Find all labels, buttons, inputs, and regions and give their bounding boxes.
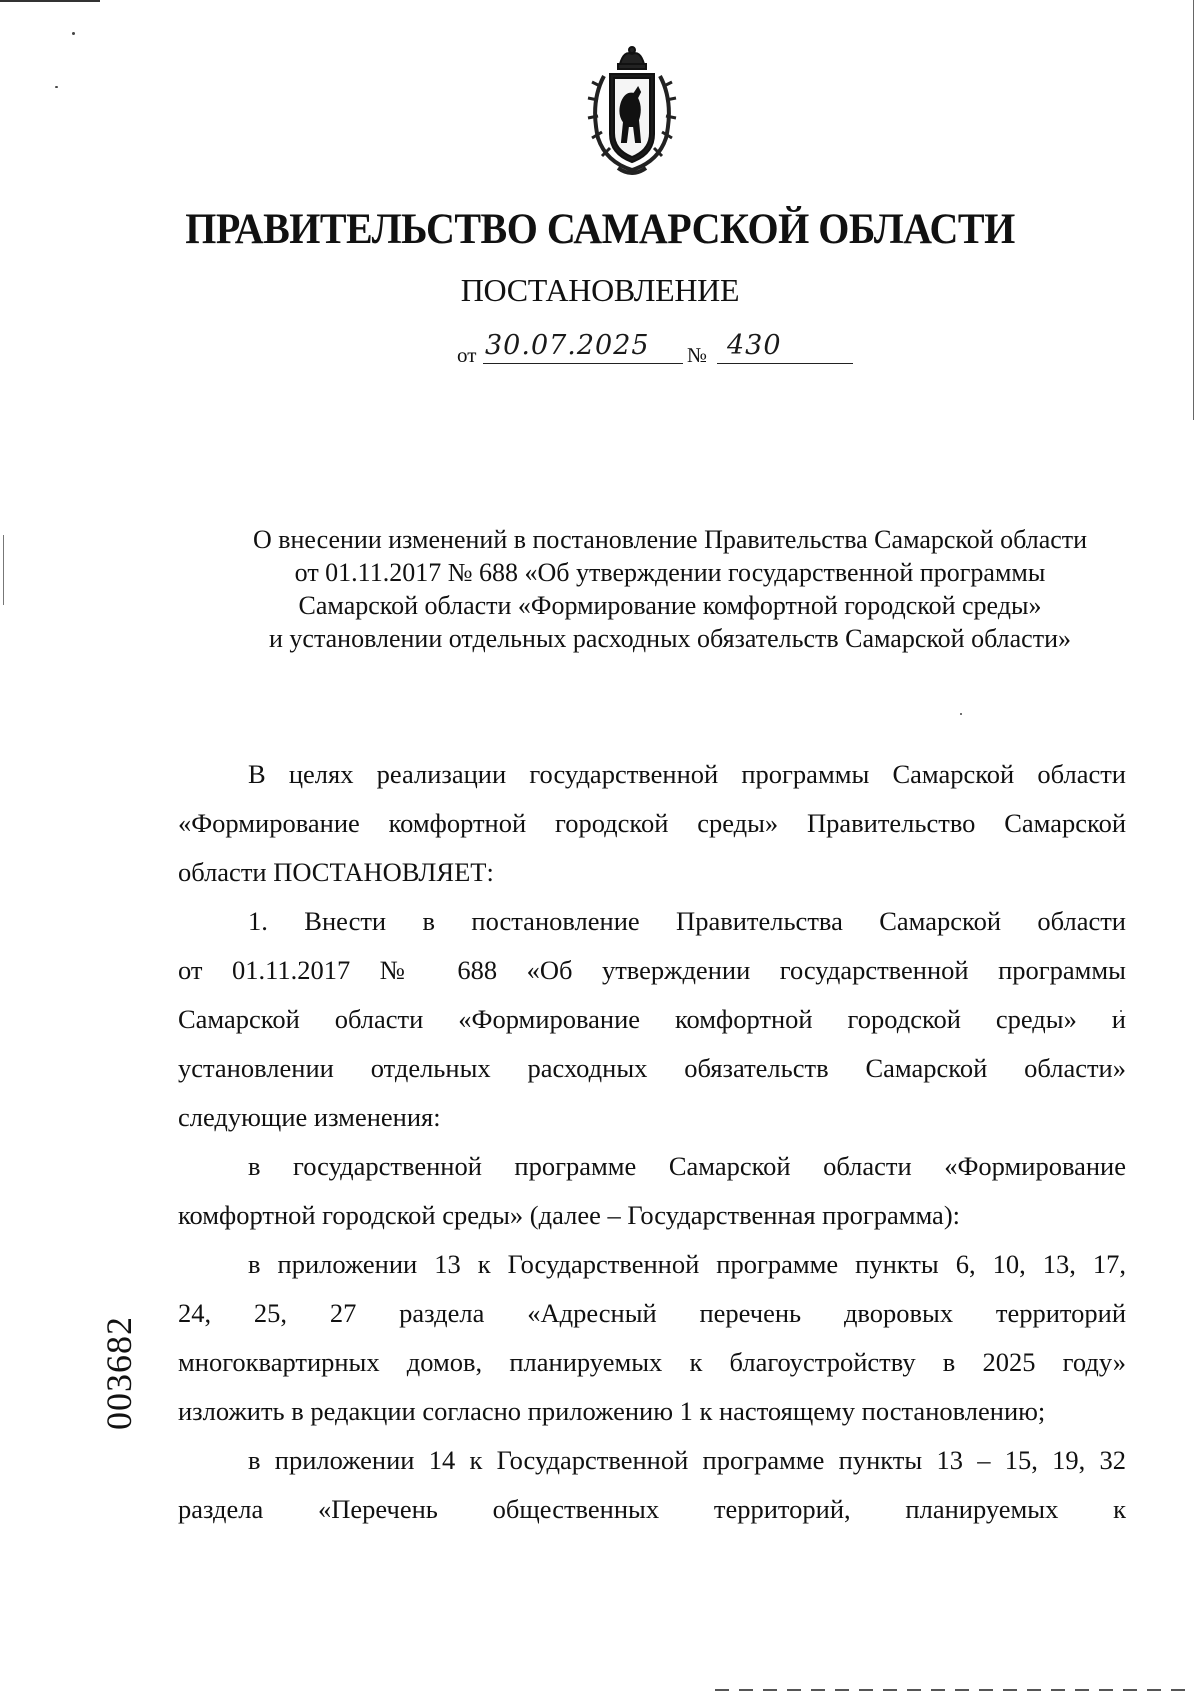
body-line: в государственной программе Самарской области «Формирование [248, 1151, 1126, 1181]
scan-speck [960, 713, 962, 715]
body-line: 1. Внести в постановление Правительства Самарской области [248, 906, 1126, 936]
scan-edge-top [0, 0, 100, 2]
handwritten-date: 30.07.2025 [485, 330, 650, 361]
body-line: в приложении 13 к Государственной программе пункты 6, 10, 13, 17, [248, 1249, 1126, 1279]
document-subject [170, 523, 1170, 655]
scan-speck [55, 86, 58, 88]
coat-of-arms-icon [582, 42, 682, 180]
body-line: в приложении 14 к Государственной программе пункты 13 – 15, 19, 32 [248, 1445, 1126, 1475]
scan-speck [72, 32, 75, 35]
number-blank [717, 363, 853, 364]
body-line: В целях реализации государственной программы Самарской области [248, 759, 1126, 789]
body-line: «Формирование комфортной городской среды» Правительство Самарской [178, 808, 1126, 838]
date-number-line [455, 330, 855, 370]
body-line: установлении отдельных расходных обязательств Самарской области» [178, 1053, 1126, 1083]
body-line: от 01.11.2017 № 688 «Об утверждении государственной программы [178, 955, 1126, 985]
scan-edge-left [3, 535, 4, 605]
document-body [178, 750, 1126, 1534]
scan-edge-bottom [715, 1689, 1195, 1691]
serial-number: 003682 [99, 1316, 139, 1430]
handwritten-number: 430 [727, 330, 782, 361]
body-line: Самарской области «Формирование комфортной городской среды» и [178, 1004, 1126, 1034]
body-line: изложить в редакции согласно приложению 1 к настоящему постановлению; [178, 1396, 1046, 1426]
body-line: области ПОСТАНОВЛЯЕТ: [178, 857, 494, 887]
body-line: раздела «Перечень общественных территорий, планируемых к [178, 1494, 1126, 1524]
body-line: комфортной городской среды» (далее – Государственная программа): [178, 1200, 961, 1230]
subject-line: и установлении отдельных расходных обязательств Самарской области» [268, 624, 1071, 653]
government-title: ПРАВИТЕЛЬСТВО САМАРСКОЙ ОБЛАСТИ [185, 204, 1015, 253]
subject-line: О внесении изменений в постановление Правительства Самарской области [252, 525, 1088, 554]
subject-line: Самарской области «Формирование комфортной городской среды» [298, 591, 1042, 620]
number-prefix: № [687, 343, 708, 367]
body-line: многоквартирных домов, планируемых к благоустройству в 2025 году» [178, 1347, 1126, 1377]
date-prefix: от [457, 343, 477, 367]
subject-line: от 01.11.2017 № 688 «Об утверждении государственной программы [294, 558, 1046, 587]
date-blank [483, 363, 683, 364]
body-line: 24, 25, 27 раздела «Адресный перечень дворовых территорий [178, 1298, 1126, 1328]
body-line: следующие изменения: [178, 1102, 441, 1132]
document-type: ПОСТАНОВЛЕНИЕ [460, 272, 740, 308]
